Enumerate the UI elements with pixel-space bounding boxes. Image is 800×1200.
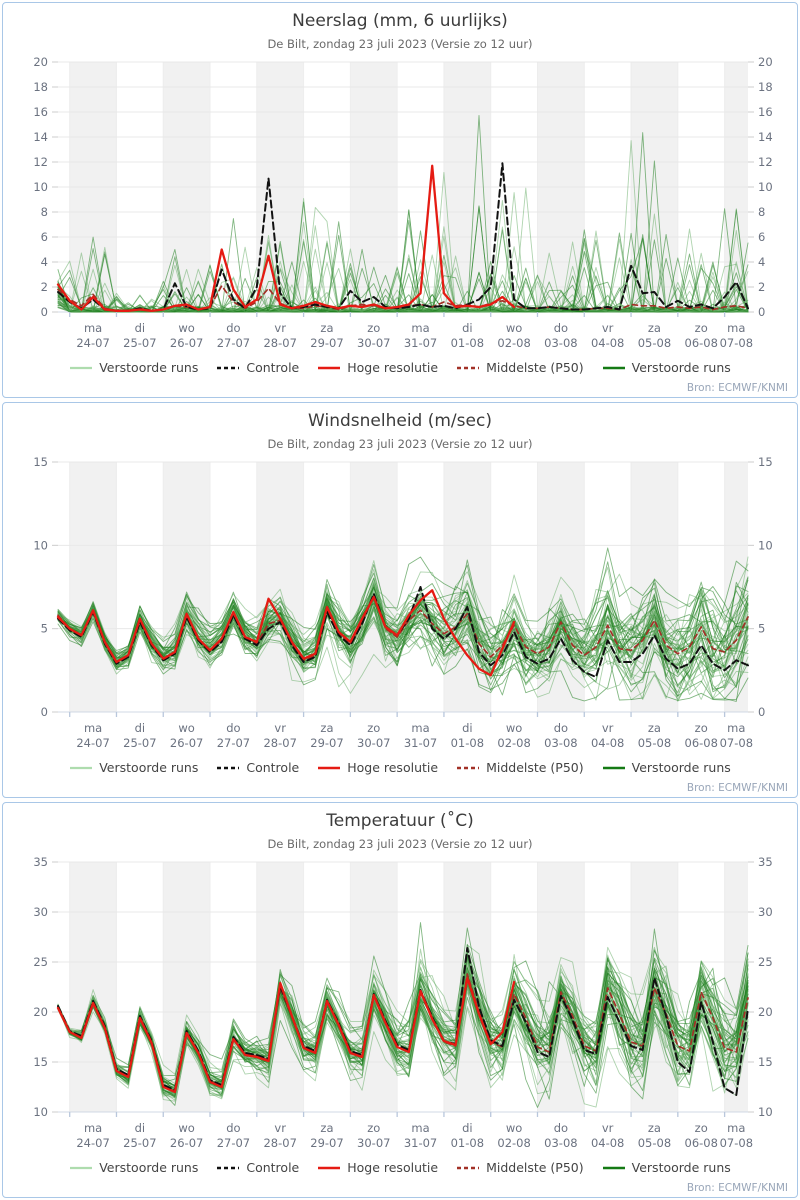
legend-line-swatch — [317, 764, 341, 772]
legend-label: Verstoorde runs — [631, 360, 731, 375]
svg-text:02-08: 02-08 — [497, 736, 531, 750]
svg-text:5: 5 — [40, 621, 48, 636]
svg-text:za: za — [647, 321, 661, 335]
svg-text:06-08: 06-08 — [684, 736, 718, 750]
chart-subtitle: De Bilt, zondag 23 juli 2023 (Versie zo 12 uur) — [267, 837, 533, 851]
svg-text:za: za — [647, 721, 661, 735]
legend-item — [317, 760, 438, 775]
svg-text:18: 18 — [33, 80, 48, 94]
svg-text:za: za — [320, 321, 334, 335]
legend-line-swatch — [602, 764, 626, 772]
svg-text:30-07: 30-07 — [357, 1136, 391, 1150]
svg-text:ma: ma — [727, 321, 746, 335]
svg-text:di: di — [462, 321, 473, 335]
legend-item — [456, 360, 584, 375]
svg-text:do: do — [226, 321, 241, 335]
svg-text:vr: vr — [601, 321, 614, 335]
svg-text:05-08: 05-08 — [637, 1136, 672, 1150]
svg-text:25: 25 — [33, 955, 48, 969]
svg-text:04-08: 04-08 — [590, 736, 625, 750]
svg-text:25-07: 25-07 — [123, 736, 157, 750]
svg-text:15: 15 — [758, 1055, 773, 1069]
svg-text:20: 20 — [758, 1005, 773, 1019]
neerslag-chart-canvas — [3, 54, 798, 354]
legend-item — [456, 1160, 584, 1175]
svg-text:zo: zo — [694, 721, 708, 735]
svg-text:03-08: 03-08 — [544, 1136, 578, 1150]
svg-text:01-08: 01-08 — [450, 336, 485, 350]
legend-line-swatch — [317, 1164, 341, 1172]
legend-item — [317, 1160, 438, 1175]
svg-text:zo: zo — [367, 721, 381, 735]
svg-text:di: di — [134, 721, 146, 735]
svg-text:15: 15 — [33, 1055, 48, 1069]
svg-text:zo: zo — [694, 321, 708, 335]
legend-item — [456, 760, 584, 775]
svg-text:25-07: 25-07 — [123, 336, 157, 350]
svg-text:2: 2 — [40, 280, 48, 294]
svg-text:03-08: 03-08 — [544, 736, 578, 750]
svg-text:vr: vr — [274, 321, 286, 335]
svg-text:4: 4 — [758, 255, 766, 269]
legend-line-swatch — [69, 1164, 93, 1172]
legend-line-swatch — [602, 1164, 626, 1172]
svg-text:0: 0 — [758, 705, 766, 719]
svg-text:wo: wo — [178, 321, 195, 335]
svg-text:20: 20 — [33, 1005, 48, 1019]
legend-label: Controle — [246, 1160, 300, 1175]
legend-line-swatch — [456, 764, 480, 772]
svg-text:ma: ma — [727, 1121, 746, 1135]
page-title: Temperatuur (˚C) — [326, 811, 474, 831]
svg-text:8: 8 — [40, 205, 48, 219]
svg-text:26-07: 26-07 — [169, 736, 204, 750]
legend-label: Controle — [246, 760, 300, 775]
legend-line-swatch — [317, 364, 341, 372]
legend-item — [216, 760, 299, 775]
legend-line-swatch — [216, 1164, 240, 1172]
legend-item — [216, 360, 299, 375]
legend-line-swatch — [456, 364, 480, 372]
legend-line-swatch — [69, 364, 93, 372]
svg-text:24-07: 24-07 — [76, 736, 110, 750]
legend-label: Verstoorde runs — [99, 1160, 199, 1175]
svg-text:zo: zo — [367, 321, 381, 335]
svg-text:20: 20 — [758, 55, 773, 69]
svg-text:04-08: 04-08 — [590, 336, 625, 350]
svg-text:31-07: 31-07 — [403, 736, 438, 750]
svg-text:vr: vr — [601, 721, 614, 735]
chart-legend — [3, 760, 797, 775]
svg-text:ma: ma — [83, 721, 103, 735]
panel-windsnelheid — [2, 402, 798, 798]
svg-text:02-08: 02-08 — [497, 336, 531, 350]
svg-text:03-08: 03-08 — [544, 336, 578, 350]
svg-text:29-07: 29-07 — [310, 1136, 344, 1150]
svg-text:wo: wo — [505, 1121, 523, 1135]
chart-legend — [3, 360, 797, 375]
svg-text:di: di — [134, 321, 146, 335]
svg-text:wo: wo — [178, 1121, 195, 1135]
legend-item — [69, 1160, 198, 1175]
legend-item — [69, 360, 198, 375]
legend-label: Verstoorde runs — [631, 760, 731, 775]
svg-text:01-08: 01-08 — [450, 1136, 485, 1150]
legend-line-swatch — [69, 764, 93, 772]
svg-text:ma: ma — [727, 721, 746, 735]
legend-line-swatch — [216, 364, 240, 372]
svg-text:do: do — [553, 321, 569, 335]
svg-text:14: 14 — [33, 130, 48, 144]
svg-text:wo: wo — [178, 721, 195, 735]
svg-text:35: 35 — [758, 855, 773, 869]
svg-text:28-07: 28-07 — [263, 336, 297, 350]
svg-text:25-07: 25-07 — [123, 1136, 157, 1150]
source-attribution: Bron: ECMWF/KNMI — [686, 1182, 788, 1194]
svg-text:5: 5 — [758, 621, 766, 636]
svg-text:4: 4 — [40, 255, 48, 269]
svg-text:di: di — [462, 721, 473, 735]
svg-text:0: 0 — [758, 305, 766, 319]
temperatuur-chart-canvas — [3, 854, 798, 1154]
svg-text:29-07: 29-07 — [310, 336, 344, 350]
svg-text:za: za — [320, 1121, 334, 1135]
svg-text:12: 12 — [758, 155, 773, 169]
panel-neerslag — [2, 2, 798, 398]
svg-text:15: 15 — [758, 455, 773, 469]
svg-text:16: 16 — [758, 105, 773, 119]
svg-text:do: do — [553, 1121, 569, 1135]
svg-text:28-07: 28-07 — [263, 1136, 297, 1150]
svg-text:10: 10 — [33, 1105, 48, 1119]
chart-subtitle: De Bilt, zondag 23 juli 2023 (Versie zo 12 uur) — [267, 437, 533, 451]
svg-text:do: do — [553, 721, 569, 735]
svg-text:06-08: 06-08 — [684, 1136, 718, 1150]
svg-text:01-08: 01-08 — [450, 736, 485, 750]
svg-text:05-08: 05-08 — [637, 736, 672, 750]
svg-text:ma: ma — [411, 321, 430, 335]
svg-text:di: di — [134, 1121, 146, 1135]
svg-text:28-07: 28-07 — [263, 736, 297, 750]
svg-text:20: 20 — [33, 55, 48, 69]
svg-text:14: 14 — [758, 130, 773, 144]
source-attribution: Bron: ECMWF/KNMI — [686, 782, 788, 794]
svg-text:04-08: 04-08 — [590, 1136, 625, 1150]
svg-text:do: do — [226, 1121, 241, 1135]
svg-text:vr: vr — [274, 1121, 286, 1135]
legend-line-swatch — [602, 364, 626, 372]
svg-text:18: 18 — [758, 80, 773, 94]
svg-text:31-07: 31-07 — [403, 336, 438, 350]
svg-text:wo: wo — [505, 321, 523, 335]
legend-line-swatch — [456, 1164, 480, 1172]
svg-text:26-07: 26-07 — [169, 336, 204, 350]
svg-text:12: 12 — [33, 155, 48, 169]
legend-label: Controle — [246, 360, 300, 375]
svg-text:10: 10 — [758, 538, 773, 553]
svg-text:0: 0 — [40, 705, 48, 719]
svg-text:30-07: 30-07 — [357, 336, 391, 350]
legend-item — [602, 760, 731, 775]
svg-text:16: 16 — [33, 105, 48, 119]
svg-text:10: 10 — [758, 1105, 773, 1119]
legend-item — [216, 1160, 299, 1175]
chart-subtitle: De Bilt, zondag 23 juli 2023 (Versie zo 12 uur) — [267, 37, 533, 51]
svg-text:di: di — [462, 1121, 473, 1135]
svg-text:vr: vr — [274, 721, 286, 735]
svg-text:24-07: 24-07 — [76, 1136, 110, 1150]
svg-text:0: 0 — [40, 305, 48, 319]
svg-text:06-08: 06-08 — [684, 336, 718, 350]
source-attribution: Bron: ECMWF/KNMI — [686, 382, 788, 394]
svg-text:6: 6 — [758, 230, 766, 244]
legend-label: Verstoorde runs — [99, 360, 199, 375]
svg-text:27-07: 27-07 — [216, 736, 251, 750]
svg-text:27-07: 27-07 — [216, 336, 251, 350]
svg-text:05-08: 05-08 — [637, 336, 672, 350]
svg-text:vr: vr — [601, 1121, 614, 1135]
svg-text:10: 10 — [758, 180, 773, 194]
legend-item — [69, 760, 198, 775]
svg-text:30: 30 — [33, 905, 48, 919]
svg-text:27-07: 27-07 — [216, 1136, 251, 1150]
svg-text:2: 2 — [758, 280, 766, 294]
page-title: Neerslag (mm, 6 uurlijks) — [292, 11, 508, 31]
svg-text:31-07: 31-07 — [403, 1136, 438, 1150]
legend-label: Middelste (P50) — [486, 760, 584, 775]
legend-item — [602, 1160, 731, 1175]
svg-text:07-08: 07-08 — [719, 336, 754, 350]
legend-line-swatch — [216, 764, 240, 772]
svg-text:ma: ma — [83, 321, 103, 335]
svg-text:ma: ma — [83, 1121, 103, 1135]
svg-text:07-08: 07-08 — [719, 1136, 754, 1150]
svg-text:07-08: 07-08 — [719, 736, 754, 750]
svg-text:30: 30 — [758, 905, 773, 919]
svg-text:26-07: 26-07 — [169, 1136, 204, 1150]
legend-label: Verstoorde runs — [99, 760, 199, 775]
svg-text:35: 35 — [33, 855, 48, 869]
svg-text:15: 15 — [33, 455, 48, 469]
svg-text:zo: zo — [694, 1121, 708, 1135]
windsnelheid-chart-canvas — [3, 454, 798, 754]
svg-text:10: 10 — [33, 538, 48, 553]
svg-text:zo: zo — [367, 1121, 381, 1135]
svg-text:za: za — [647, 1121, 661, 1135]
legend-item — [602, 360, 731, 375]
svg-text:ma: ma — [411, 721, 430, 735]
page-title: Windsnelheid (m/sec) — [308, 411, 492, 431]
svg-text:za: za — [320, 721, 334, 735]
svg-text:30-07: 30-07 — [357, 736, 391, 750]
panel-temperatuur — [2, 802, 798, 1198]
legend-label: Hoge resolutie — [347, 760, 439, 775]
legend-item — [317, 360, 438, 375]
svg-text:ma: ma — [411, 1121, 430, 1135]
chart-legend — [3, 1160, 797, 1175]
svg-text:10: 10 — [33, 180, 48, 194]
legend-label: Verstoorde runs — [631, 1160, 731, 1175]
svg-text:wo: wo — [505, 721, 523, 735]
svg-text:25: 25 — [758, 955, 773, 969]
svg-text:02-08: 02-08 — [497, 1136, 531, 1150]
svg-text:29-07: 29-07 — [310, 736, 344, 750]
svg-text:do: do — [226, 721, 241, 735]
legend-label: Hoge resolutie — [347, 1160, 439, 1175]
svg-text:8: 8 — [758, 205, 766, 219]
legend-label: Middelste (P50) — [486, 1160, 584, 1175]
legend-label: Hoge resolutie — [347, 360, 439, 375]
svg-text:24-07: 24-07 — [76, 336, 110, 350]
svg-text:6: 6 — [40, 230, 48, 244]
legend-label: Middelste (P50) — [486, 360, 584, 375]
